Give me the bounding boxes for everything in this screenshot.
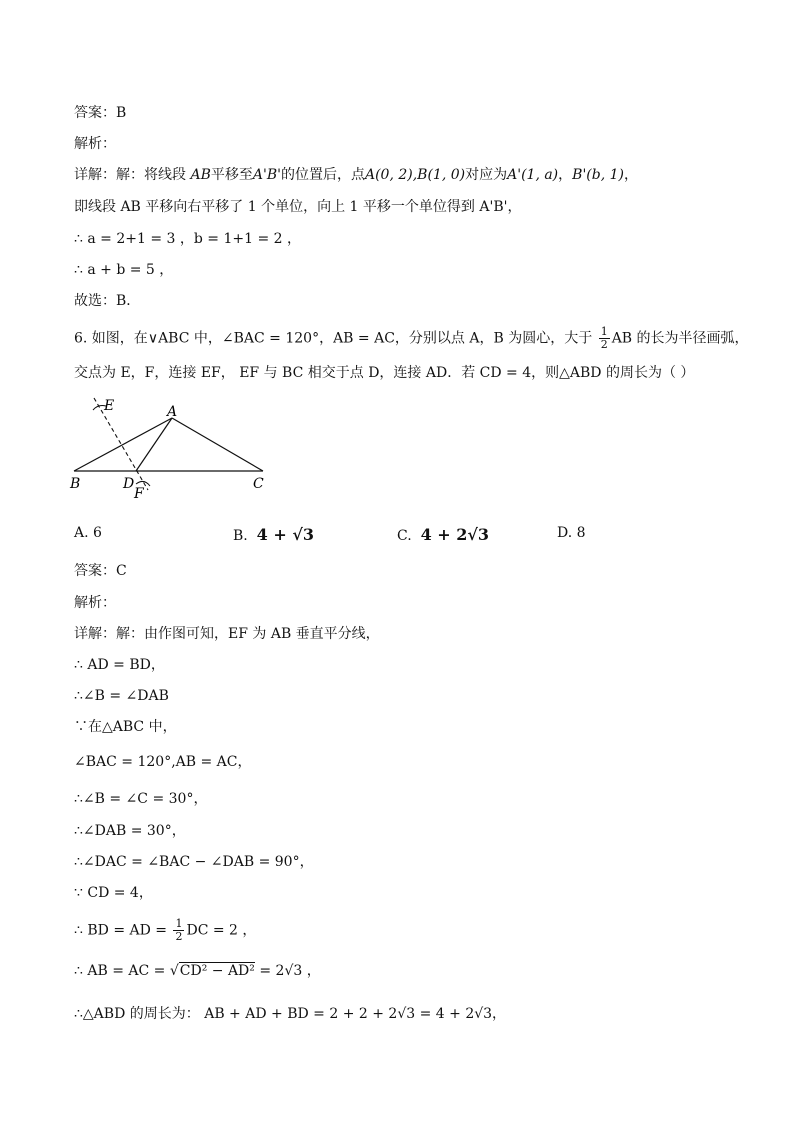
question-6-line-2: 交点为 E，F，连接 EF， EF 与 BC 相交于点 D，连接 AD．若 CD = 4，则△ABD 的周长为（ ） xyxy=(74,365,695,381)
option-d[interactable]: D. 8 xyxy=(557,525,586,541)
label-D: D xyxy=(123,476,135,492)
segment-AC xyxy=(172,418,263,471)
option-a[interactable]: A. 6 xyxy=(74,525,102,541)
solution-step-11: ∴ AB = AC = √CD² − AD² = 2√3 ， xyxy=(74,963,321,979)
prev-analysis-label: 解析： xyxy=(74,136,116,152)
label-B: B xyxy=(70,476,81,492)
label-A: A xyxy=(167,404,178,420)
solution-step-2: ∴ AD = BD， xyxy=(74,657,165,673)
option-c[interactable]: C. 4 + 2√3 xyxy=(397,525,490,544)
solution-step-8: ∴∠DAC = ∠BAC − ∠DAB = 90°， xyxy=(74,854,314,870)
prev-detail-line-4: ∴ a + b = 5 ， xyxy=(74,262,174,278)
solution-step-5: ∠BAC = 120°,AB = AC， xyxy=(74,754,252,770)
solution-step-4: ∵在△ABC 中， xyxy=(74,719,177,735)
half-fraction: $\frac{1}{2}$ xyxy=(600,325,608,351)
solution-step-10: ∴ BD = AD = $\frac{1}{2}$ DC = 2 ， xyxy=(74,917,257,943)
solution-step-12: ∴△ABD 的周长为： AB + AD + BD = 2 + 2 + 2√3 = 4 + 2√3， xyxy=(74,1006,507,1022)
prev-choice-line: 故选：B． xyxy=(74,293,141,309)
solution-step-6: ∴∠B = ∠C = 30°， xyxy=(74,791,208,807)
option-b[interactable]: B. 4 + √3 xyxy=(233,525,314,544)
solution-step-9: ∵ CD = 4， xyxy=(74,885,153,901)
prev-detail-line-1: 详解：解：将线段 AB平移至A'B'的位置后，点A(0, 2),B(1, 0)对应为A'(1, a)，B'(b, 1)， xyxy=(74,167,638,183)
solution-step-3: ∴∠B = ∠DAB xyxy=(74,688,169,704)
label-F: F xyxy=(134,486,144,502)
segment-AD xyxy=(136,418,172,471)
segment-AB xyxy=(74,418,172,471)
solution-step-1: 详解：解：由作图可知，EF 为 AB 垂直平分线， xyxy=(74,626,380,642)
analysis-label: 解析： xyxy=(74,595,116,611)
solution-step-7: ∴∠DAB = 30°， xyxy=(74,823,186,839)
prev-detail-line-2: 即线段 AB 平移向右平移了 1 个单位，向上 1 平移一个单位得到 A'B'， xyxy=(74,199,522,215)
prev-detail-line-3: ∴ a = 2+1 = 3 ，b = 1+1 = 2 ， xyxy=(74,231,301,247)
label-E: E xyxy=(104,398,115,414)
segment-EF xyxy=(94,398,148,490)
step10-fraction: $\frac{1}{2}$ xyxy=(175,917,183,943)
triangle-figure xyxy=(60,392,280,504)
label-C: C xyxy=(253,476,264,492)
prev-answer: 答案：B xyxy=(74,105,127,121)
answer-label: 答案：C xyxy=(74,563,127,579)
question-6-line-1: 6. 如图，在∨ABC 中，∠BAC = 120°，AB = AC，分别以点 A，B 为圆心，大于 $\frac{1}{2}$ AB 的长为半径画弧， xyxy=(74,325,749,351)
